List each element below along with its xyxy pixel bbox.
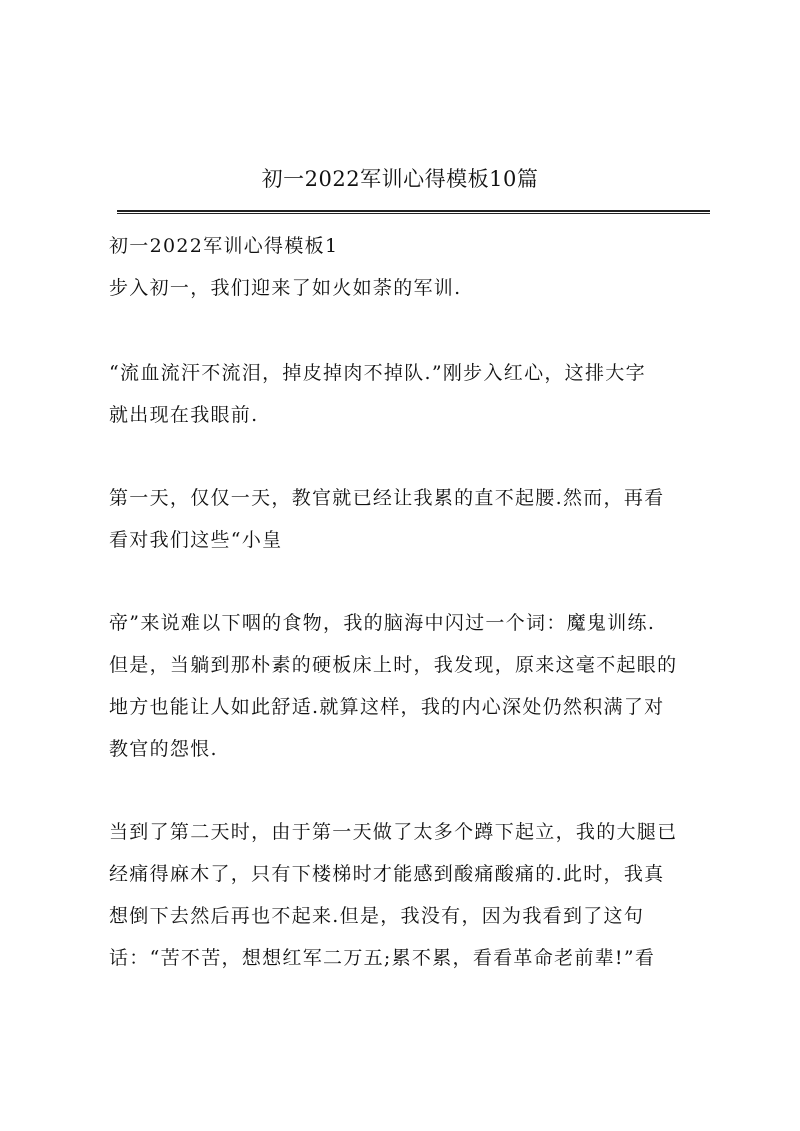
paragraph-line: 教官的怨恨.: [109, 738, 218, 760]
paragraph-line: 地方也能让人如此舒适.就算这样，我的内心深处仍然积满了对: [109, 696, 665, 718]
paragraph-line: 看对我们这些“小皇: [109, 529, 283, 551]
document-title: 初一2022军训心得模板10篇: [261, 167, 539, 191]
paragraph-line: 第一天，仅仅一天，教官就已经让我累的直不起腰.然而，再看: [109, 487, 665, 509]
paragraph-line: 想倒下去然后再也不起来.但是，我没有，因为我看到了这句: [109, 905, 645, 927]
paragraph-line: 当到了第二天时，由于第一天做了太多个蹲下起立，我的大腿已: [109, 821, 678, 843]
section-heading: 初一2022军训心得模板1: [109, 235, 339, 257]
paragraph-line: 就出现在我眼前.: [109, 404, 259, 426]
title-divider: [117, 210, 710, 214]
paragraph-line: 经痛得麻木了，只有下楼梯时才能感到酸痛酸痛的.此时，我真: [109, 863, 665, 885]
paragraph-line: “流血流汗不流泪，掉皮掉肉不掉队.”刚步入红心，这排大字: [109, 362, 646, 384]
paragraph-line: 步入初一，我们迎来了如火如荼的军训.: [109, 277, 462, 299]
paragraph-line: 话：“苦不苦，想想红军二万五;累不累，看看革命老前辈!”看: [109, 947, 656, 969]
paragraph-line: 帝”来说难以下咽的食物，我的脑海中闪过一个词：魔鬼训练.: [109, 612, 656, 634]
paragraph-line: 但是，当躺到那朴素的硬板床上时，我发现，原来这毫不起眼的: [109, 654, 678, 676]
